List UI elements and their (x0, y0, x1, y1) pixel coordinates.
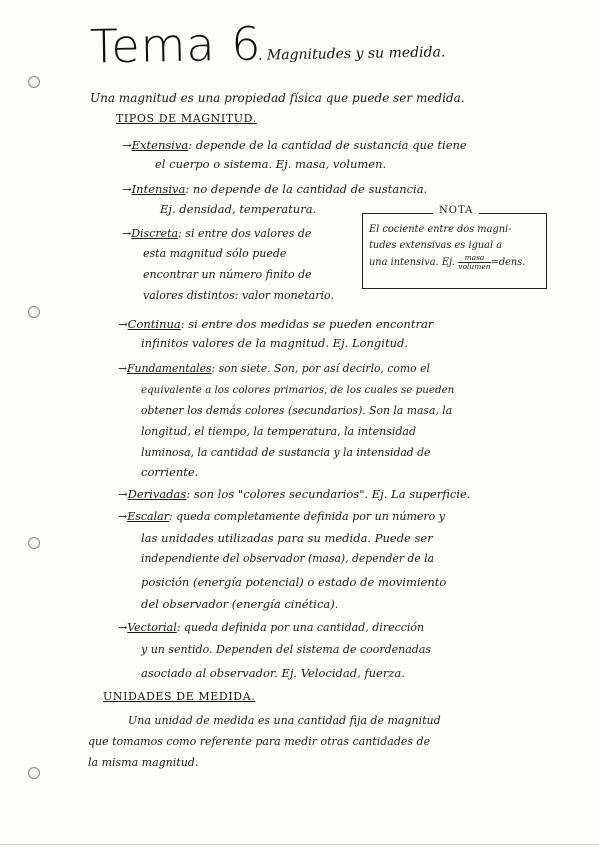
item-fundamentales-l2: equivalente a los colores primarios, de los cuales se pueden (141, 384, 455, 396)
item-escalar: →Escalar: queda completamente definida por un número y (118, 510, 445, 523)
item-escalar-l3: independiente del observador (masa), depender de la (141, 552, 435, 565)
item-discreta-l3: encontrar un número finito de (143, 268, 312, 281)
item-extensiva-cont: el cuerpo o sistema. Ej. masa, volumen. (155, 157, 387, 171)
arrow-icon: → (122, 227, 132, 240)
term-extensiva: Extensiva (131, 138, 189, 152)
fraction-masa-volumen: $\frac{\text{masa}}{\text{volumen}}$ (458, 253, 491, 271)
term-derivadas: Derivadas (127, 487, 187, 501)
section-heading-tipos: TIPOS DE MAGNITUD. (116, 112, 257, 125)
item-derivadas: →Derivadas: son los "colores secundarios". Ej. La superficie. (118, 487, 471, 501)
item-extensiva: →Extensiva: depende de la cantidad de sustancia que tiene (122, 138, 467, 152)
arrow-icon: → (118, 362, 128, 375)
item-vectorial-l2: y un sentido. Dependen del sistema de coordenadas (141, 643, 432, 656)
item-vectorial-l3: asociado al observador. Ej. Velocidad, fuerza. (141, 666, 405, 680)
page-subtitle: . Magnitudes y su medida. (257, 44, 446, 64)
item-fundamentales-l6: corriente. (141, 465, 199, 479)
item-escalar-l4: posición (energía potencial) o estado de movimiento (141, 575, 447, 589)
item-vectorial: →Vectorial: queda definida por una cantidad, dirección (118, 621, 425, 634)
term-discreta: Discreta (131, 227, 179, 240)
item-discreta-l4: valores distintos: valor monetario. (143, 289, 334, 302)
page-title: Tema 6 (89, 16, 262, 74)
item-escalar-l2: las unidades utilizadas para su medida. Puede ser (141, 531, 433, 545)
section-heading-unidades: UNIDADES DE MEDIDA. (103, 690, 256, 703)
note-title: NOTA (433, 205, 479, 216)
item-continua-cont: infinitos valores de la magnitud. Ej. Longitud. (141, 336, 408, 350)
term-escalar: Escalar (127, 510, 169, 523)
arrow-icon: → (122, 138, 132, 152)
item-fundamentales-l4: longitud, el tiempo, la temperatura, la intensidad (141, 425, 416, 438)
page-bottom-edge (0, 844, 599, 845)
item-fundamentales-l3: obtener los demás colores (secundarios). Son la masa, la (141, 404, 453, 417)
item-intensiva-cont: Ej. densidad, temperatura. (160, 202, 317, 216)
item-continua: →Continua: si entre dos medidas se pueden encontrar (118, 317, 434, 331)
item-fundamentales-l5: luminosa, la cantidad de sustancia y la intensidad de (141, 446, 431, 459)
binder-hole (28, 76, 40, 88)
term-vectorial: Vectorial (127, 621, 177, 634)
binder-hole (28, 537, 40, 549)
term-intensiva: Intensiva (131, 182, 186, 196)
binder-hole (28, 767, 40, 779)
arrow-icon: → (118, 317, 128, 331)
item-escalar-l5: del observador (energía cinética). (141, 597, 339, 611)
units-text-l1: Una unidad de medida es una cantidad fija de magnitud (128, 714, 441, 727)
arrow-icon: → (118, 510, 128, 523)
item-intensiva: →Intensiva: no depende de la cantidad de sustancia. (122, 182, 428, 196)
arrow-icon: → (118, 487, 128, 501)
units-text-l3: la misma magnitud. (88, 756, 199, 769)
item-fundamentales: →Fundamentales: son siete. Son, por así decirlo, como el (118, 362, 430, 375)
units-text-l2: que tomamos como referente para medir otras cantidades de (88, 735, 431, 748)
arrow-icon: → (122, 182, 132, 196)
note-box (362, 205, 547, 289)
term-continua: Continua (127, 317, 181, 331)
binder-hole (28, 306, 40, 318)
arrow-icon: → (118, 621, 128, 634)
item-discreta-l2: esta magnitud sólo puede (143, 247, 287, 260)
item-discreta: →Discreta: si entre dos valores de (122, 227, 312, 240)
term-fundamentales: Fundamentales (127, 362, 212, 375)
intro-text: Una magnitud es una propiedad física que puede ser medida. (90, 91, 465, 105)
note-text: El cociente entre dos magni- tudes extensivas es igual a una intensiva. Ej. $\frac{\text{masa}}{\text{volumen}}$ =dens. (369, 224, 526, 271)
